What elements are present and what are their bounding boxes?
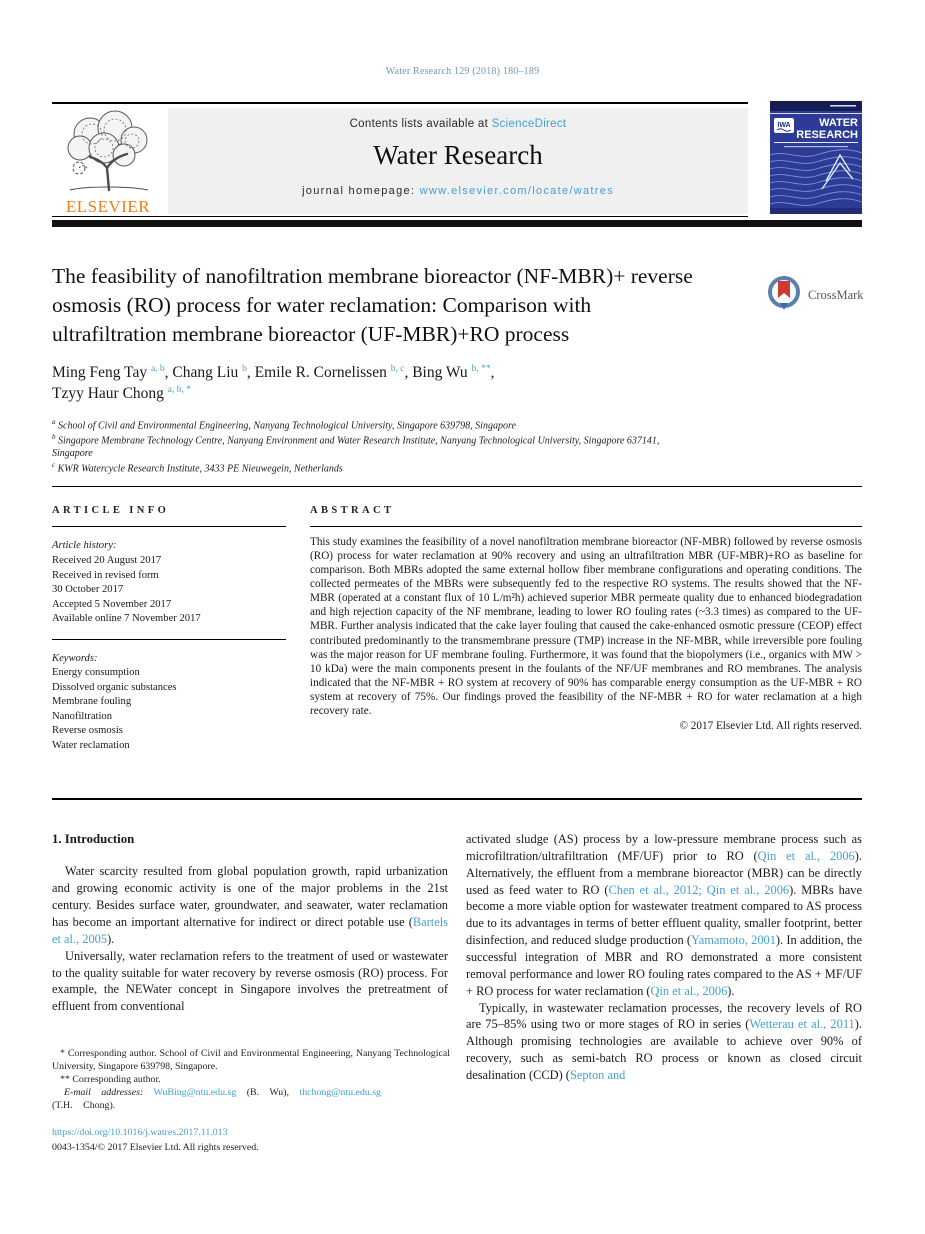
keyword: Nanofiltration xyxy=(52,710,113,722)
keywords-label: Keywords: xyxy=(52,652,98,664)
affiliation-text: Singapore Membrane Technology Centre, Nanyang Environment and Water Research Institute, Nanyang Technological University, Singapore 637141, xyxy=(58,435,660,447)
doi-block xyxy=(52,1126,452,1156)
abstract-column xyxy=(310,504,862,733)
iwa-logo-icon xyxy=(774,118,794,133)
footnote-text: Corresponding author. xyxy=(72,1074,161,1086)
history-line: Received in revised form xyxy=(52,569,159,581)
author-line-2 xyxy=(52,383,742,404)
abstract-heading: ABSTRACT xyxy=(310,505,395,516)
keywords-rule xyxy=(52,639,286,640)
keyword: Dissolved organic substances xyxy=(52,681,177,693)
history-line: Received 20 August 2017 xyxy=(52,554,162,566)
citation-link[interactable]: Chen et al., 2012; Qin et al., 2006 xyxy=(608,882,790,897)
citation-link[interactable]: Qin et al., 2006 xyxy=(757,848,855,863)
body-column-right xyxy=(466,831,862,1084)
history-line: Available online 7 November 2017 xyxy=(52,613,201,625)
article-info-heading: ARTICLE INFO xyxy=(52,505,170,516)
citation-link[interactable]: Wetterau et al., 2011 xyxy=(749,1017,855,1032)
journal-cover-image xyxy=(770,101,862,214)
svg-text:WATER: WATER xyxy=(819,117,858,129)
sciencedirect-link[interactable]: ScienceDirect xyxy=(491,118,567,130)
author-name: Bing Wu xyxy=(412,364,468,381)
corresponding-author-note-2 xyxy=(52,1073,450,1086)
author-separator: , xyxy=(164,364,173,381)
author-name: Ming Feng Tay xyxy=(52,364,148,381)
footnote-marker: ** xyxy=(60,1074,70,1086)
article-title: The feasibility of nanofiltration membrane bioreactor (NF-MBR)+ reverse osmosis (RO) process for water reclamation: Comparison with ultrafiltration membrane bioreactor (UF-MBR)+RO process xyxy=(52,264,693,347)
history-line: Accepted 5 November 2017 xyxy=(52,598,172,610)
svg-text:IWA: IWA xyxy=(777,122,791,129)
header-bottom-rule xyxy=(52,216,748,217)
author-separator: , xyxy=(246,364,255,381)
journal-homepage-link[interactable]: www.elsevier.com/locate/watres xyxy=(419,185,614,197)
introduction-heading: 1. Introduction xyxy=(52,832,135,846)
intro-paragraph-1 xyxy=(52,863,448,947)
author-affil-sup[interactable]: b, c xyxy=(390,363,405,374)
article-info-rule xyxy=(52,526,286,527)
author-list xyxy=(52,362,742,405)
crossmark-icon xyxy=(766,272,803,319)
author-name: Tzyy Haur Chong xyxy=(52,385,164,403)
paragraph-text: ). MBRs have become a more viable option for wastewater treatment compared to AS process due to its advantages in terms of better effluent quality, smaller footprint, better disinfection, and reduced sludge production ( xyxy=(466,882,862,948)
journal-title: Water Research xyxy=(373,140,543,170)
paragraph-text: ). Alternatively, the effluent from a membrane bioreactor (MBR) can be directly used as feed water to RO ( xyxy=(466,848,862,897)
author-name: Chang Liu xyxy=(172,364,239,381)
email-addresses-line xyxy=(52,1086,450,1112)
homepage-prefix: journal homepage: xyxy=(302,185,420,197)
intro-paragraph-2 xyxy=(52,948,448,1015)
paragraph-text: ). xyxy=(107,931,115,946)
keyword: Water reclamation xyxy=(52,740,130,751)
paragraph-text: Universally, water reclamation refers to the treatment of used or wastewater to the quality suitable for water recovery by reverse osmosis (RO) process. For example, the NEWater concept in Singapore involves the pretreatment of effluent from conventional xyxy=(52,948,448,1014)
affiliation-sup: b xyxy=(52,432,56,441)
article-history-label: Article history: xyxy=(52,540,117,552)
contents-prefix: Contents lists available at xyxy=(349,118,492,130)
paragraph-text: ). xyxy=(727,983,735,998)
affiliation-sup: c xyxy=(52,460,56,469)
header-black-bar xyxy=(52,220,862,227)
citation-link[interactable]: Qin et al., 2006 xyxy=(650,983,728,998)
journal-citation-header: Water Research 129 (2018) 180–189 xyxy=(385,66,540,77)
email-label: E-mail addresses: xyxy=(64,1087,144,1099)
affiliation-c xyxy=(52,461,862,476)
author-separator: , xyxy=(404,364,413,381)
article-info-column xyxy=(52,504,286,753)
citation-link[interactable]: Yamamoto, 2001 xyxy=(691,933,776,948)
author-line-1 xyxy=(52,362,742,383)
affiliation-a xyxy=(52,418,862,433)
paragraph-text: activated sludge (AS) process by a low-pressure membrane process such as microfiltration/ultrafiltration (MF/UF) prior to RO ( xyxy=(466,832,862,863)
affiliations xyxy=(52,418,862,476)
email-suffix: (B. Wu), xyxy=(236,1087,300,1099)
elsevier-tree-icon xyxy=(52,179,164,196)
author-affil-sup[interactable]: b, ** xyxy=(471,363,491,374)
citation-link[interactable]: Septon and xyxy=(569,1068,626,1083)
issn-copyright-line: 0043-1354/© 2017 Elsevier Ltd. All rights reserved. xyxy=(52,1141,259,1153)
contents-line xyxy=(168,118,748,130)
history-line: 30 October 2017 xyxy=(52,584,124,596)
paragraph-text: Typically, in wastewater reclamation processes, the recovery levels of RO are 75–85% using two or more stages of RO in series ( xyxy=(466,1000,862,1032)
intro-paragraph-4 xyxy=(466,1000,862,1084)
email-suffix: (T.H. Chong). xyxy=(52,1100,116,1112)
crossmark-label: CrossMark xyxy=(808,287,864,302)
corresponding-author-note-1 xyxy=(52,1047,450,1073)
affiliation-sup: a xyxy=(52,418,56,426)
elsevier-wordmark: ELSEVIER xyxy=(65,197,151,216)
keyword: Membrane fouling xyxy=(52,696,132,708)
keyword: Energy consumption xyxy=(52,667,140,679)
email-link[interactable]: WuBing@ntu.edu.sg xyxy=(153,1087,237,1099)
article-body xyxy=(52,831,862,1084)
affiliation-text-cont: Singapore xyxy=(52,448,93,460)
affiliation-text: KWR Watercycle Research Institute, 3433 PE Nieuwegein, Netherlands xyxy=(57,463,343,475)
author-name: Emile R. Cornelissen xyxy=(254,364,387,381)
author-affil-sup[interactable]: a, b xyxy=(150,363,165,374)
footnote-text: Corresponding author. School of Civil and Environmental Engineering, Nanyang Technological University, Singapore 639798, Singapore. xyxy=(52,1048,450,1073)
section-divider-rule xyxy=(52,798,862,800)
intro-paragraph-3 xyxy=(466,831,862,1000)
affiliation-text: School of Civil and Environmental Engineering, Nanyang Technological University, Singapore 639798, Singapore xyxy=(58,420,516,432)
journal-banner xyxy=(168,108,748,214)
citation-link[interactable]: Bartels et al., 2005 xyxy=(52,914,448,946)
paragraph-text: ). Although promising technologies are available to achieve over 90% of recovery, such as semi-batch RO process or known as closed circuit desalination (CCD) ( xyxy=(466,1017,862,1083)
keyword: Reverse osmosis xyxy=(52,725,123,737)
author-affil-sup[interactable]: b xyxy=(242,363,247,374)
paragraph-text: Water scarcity resulted from global population growth, rapid urbanization and growing economic activity is one of the major problems in the 21st century. Besides surface water, groundwater, and seawater, water reclamation has become an important alternative for indirect or direct potable use ( xyxy=(52,864,448,929)
header-top-rule xyxy=(52,102,748,104)
abstract-rule xyxy=(310,526,862,527)
footnote-marker: * xyxy=(60,1048,65,1059)
crossmark-badge[interactable] xyxy=(766,272,872,318)
email-link[interactable]: thchong@ntu.edu.sg xyxy=(299,1087,381,1099)
svg-text:RESEARCH: RESEARCH xyxy=(796,129,858,141)
author-separator: , xyxy=(490,364,495,381)
abstract-text: This study examines the feasibility of a novel nanofiltration membrane bioreactor (NF-MBR) followed by reverse osmosis (RO) process for water reclamation at 90% recovery and using an ultrafiltration MBR (UF-MBR)+RO as baseline for comparison. Both MBRs adopted the same external hollow fiber membrane configurations and operating conditions. The collected permeates of the MBRs were subsequently fed to the respective RO systems. The results showed that the NF-MBR (operated at a constant flux of 10 L/m²h) achieved superior MBR permeate quality due to enhanced biodegradation and high rejection capacity of the NF membrane, leading to lower RO fouling rates (~3.3 times) as compared to the UF-MBR. Further analysis indicated that the cake layer fouling that caused the cake-enhanced osmotic pressure (CEOP) effect contributed predominantly to the transmembrane pressure (TMP) increase in the NF-MBR, while irreversible pore fouling was the major reason for UF membrane fouling. Furthermore, it was found that the biopolymers (i.e., organics with MW > 10 kDa) were the main components present in the foulants of the NF/UF membranes and RO membranes. The analysis indicated that the NF-MBR + RO system at recovery of 90% has comparable energy consumption as the UF-MBR + RO system at recovery of 75%. Our findings proved the feasibility of the NF-MBR + RO for water reclamation at a high recovery rate. xyxy=(310,536,862,717)
abstract-copyright: © 2017 Elsevier Ltd. All rights reserved. xyxy=(679,719,862,732)
footnotes xyxy=(52,1047,450,1112)
affiliation-b xyxy=(52,433,862,461)
paragraph-text: ). In addition, the successful integration of MBR and RO demonstrated a more consistent removal performance and lower RO fouling rates compared to the AS + MF/UF + RO process for water reclamation ( xyxy=(466,933,862,998)
author-affil-sup[interactable]: a, b, * xyxy=(167,385,192,396)
body-column-left xyxy=(52,831,448,1084)
affiliation-divider-rule xyxy=(52,486,862,487)
doi-link[interactable]: https://doi.org/10.1016/j.watres.2017.11.013 xyxy=(52,1127,228,1138)
homepage-line xyxy=(168,185,748,197)
elsevier-logo xyxy=(52,106,164,218)
